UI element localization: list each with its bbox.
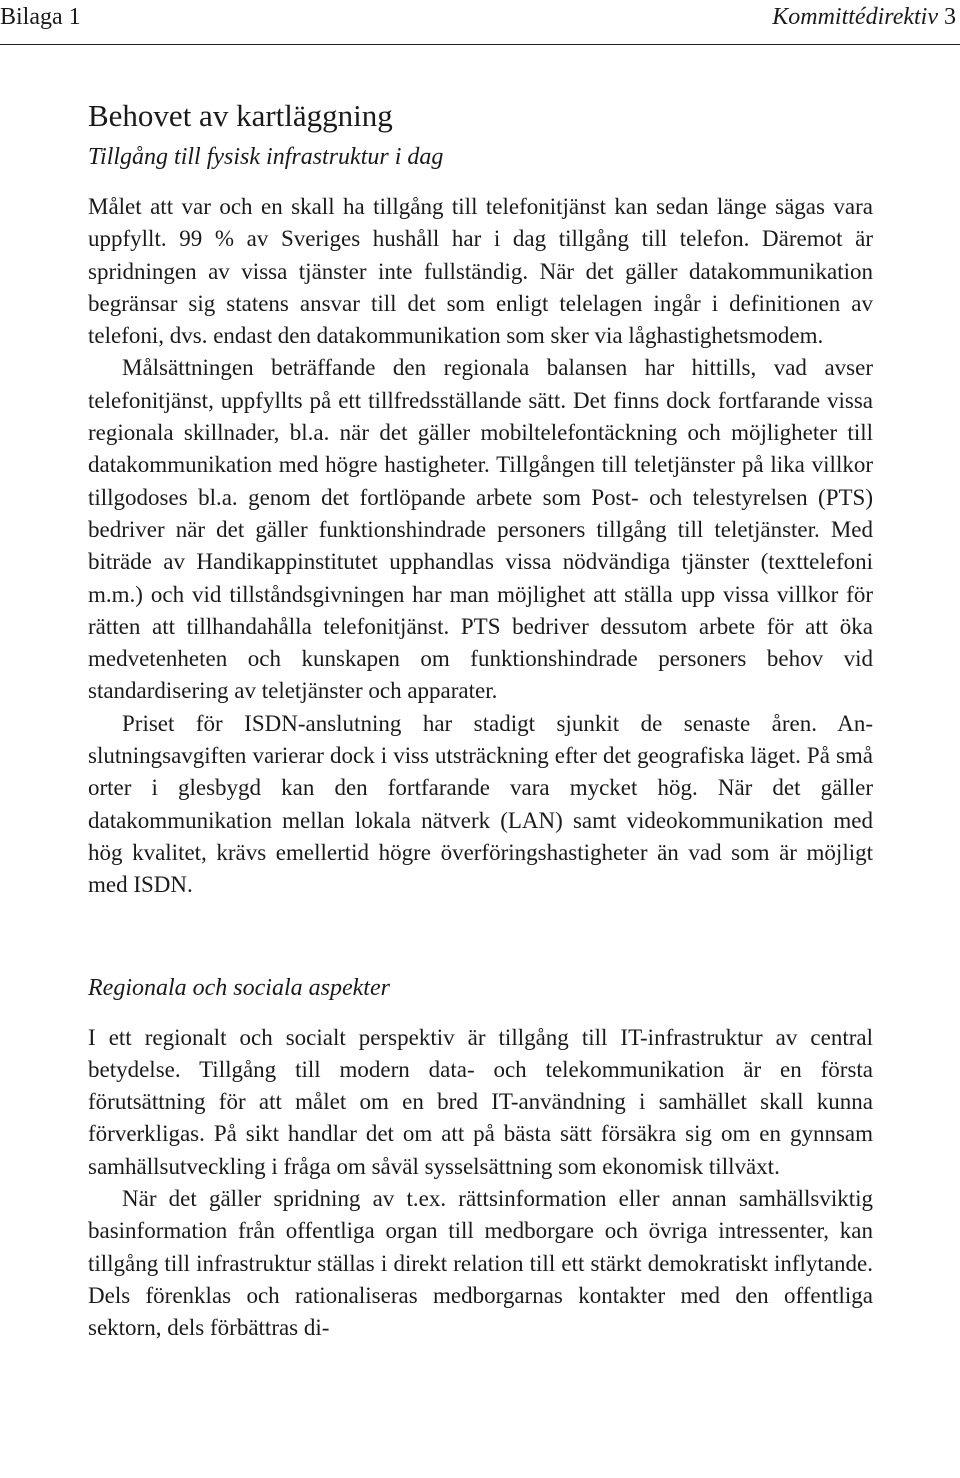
page-number: 3 xyxy=(944,4,956,30)
body-paragraph: Priset för ISDN-anslutning har stadigt sjunkit de senaste åren. Anslutningsavgiften varierar dock i viss utsträckning efter det geografiska läget. På små orter i glesbygd kan den fortfarande vara mycket hög. När det gäller datakommunikation mellan lokala nätverk (LAN) samt videokommunikation med hög kvalitet, krävs emellertid högre överföringshastigheter än vad som är möjligt med ISDN. xyxy=(88,710,873,898)
body-paragraph: Målet att var och en skall ha tillgång till telefonitjänst kan sedan länge sägas vara uppfyllt. 99 % av Sveriges hushåll har i dag tillgång till telefon. Däremot är spridningen av vissa tjänster inte fullständig. När det gäller datakommunikation begränsar sig statens ansvar till det som enligt telelagen ingår i definitionen av telefoni, dvs. endast den datakommunikation som sker via låghastighetsmodem. xyxy=(88,194,873,349)
body-paragraph: Målsättningen beträffande den regionala balansen har hittills, vad avser telefonitjänst, uppfyllts på ett tillfredsställande sätt. Det finns dock fortfarande vissa regionala skillnader, bl.a. när det gäller mobiltelefontäckning och möjligheter till datakommunikation med högre hastigheter. Tillgången till teletjänster på lika villkor tillgodoses bl.a. genom det fortlöpande arbete som Post- och telestyrelsen (PTS) bedriver när det gäller funktionshindrade personers tillgång till teletjänster. Med biträde av Handikappinstitutet upphandlas vissa nödvändiga tjänster (texttelefoni m.m.) och vid tillståndsgivningen har man möjlighet att ställa upp vissa villkor för rätten att tillhandahålla telefonitjänst. PTS bedriver dessutom arbete för att öka medvetenheten och kunskapen om funktionshindrade personers behov vid standardisering av teletjänster och apparater. xyxy=(88,355,873,704)
section-title-infrastructure: Tillgång till fysisk infrastruktur i dag xyxy=(88,144,444,170)
body-paragraph: När det gäller spridning av t.ex. rättsinformation eller annan samhällsviktig basinformation från offentliga organ till medborgare och övriga intressenter, kan tillgång till infrastruktur ställas i direkt relation till ett stärkt demokratiskt inflytande. Dels förenklas och rationaliseras medborgarnas kontakter med den offentliga sektorn, dels förbättras di- xyxy=(88,1186,873,1341)
running-header xyxy=(0,0,960,45)
header-appendix-label: Bilaga 1 xyxy=(0,4,81,30)
page-body xyxy=(88,96,873,1345)
section-title-regional-social: Regionala och sociala aspekter xyxy=(88,974,390,1001)
header-document-label xyxy=(772,3,956,31)
chapter-title: Behovet av kartläggning xyxy=(88,98,393,133)
body-paragraph: I ett regionalt och socialt perspektiv är tillgång till IT-infrastruktur av central betydelse. Tillgång till modern data- och telekommunikation är en första förutsättning för att målet om en bred IT-användning i samhället skall kunna förverkligas. På sikt handlar det om att på bästa sätt försäkra sig om en gynnsam samhällsutveckling i fråga om såväl sysselsättning som ekonomisk tillväxt. xyxy=(88,1024,873,1179)
header-directive-label: Kommittédirektiv xyxy=(772,4,938,30)
